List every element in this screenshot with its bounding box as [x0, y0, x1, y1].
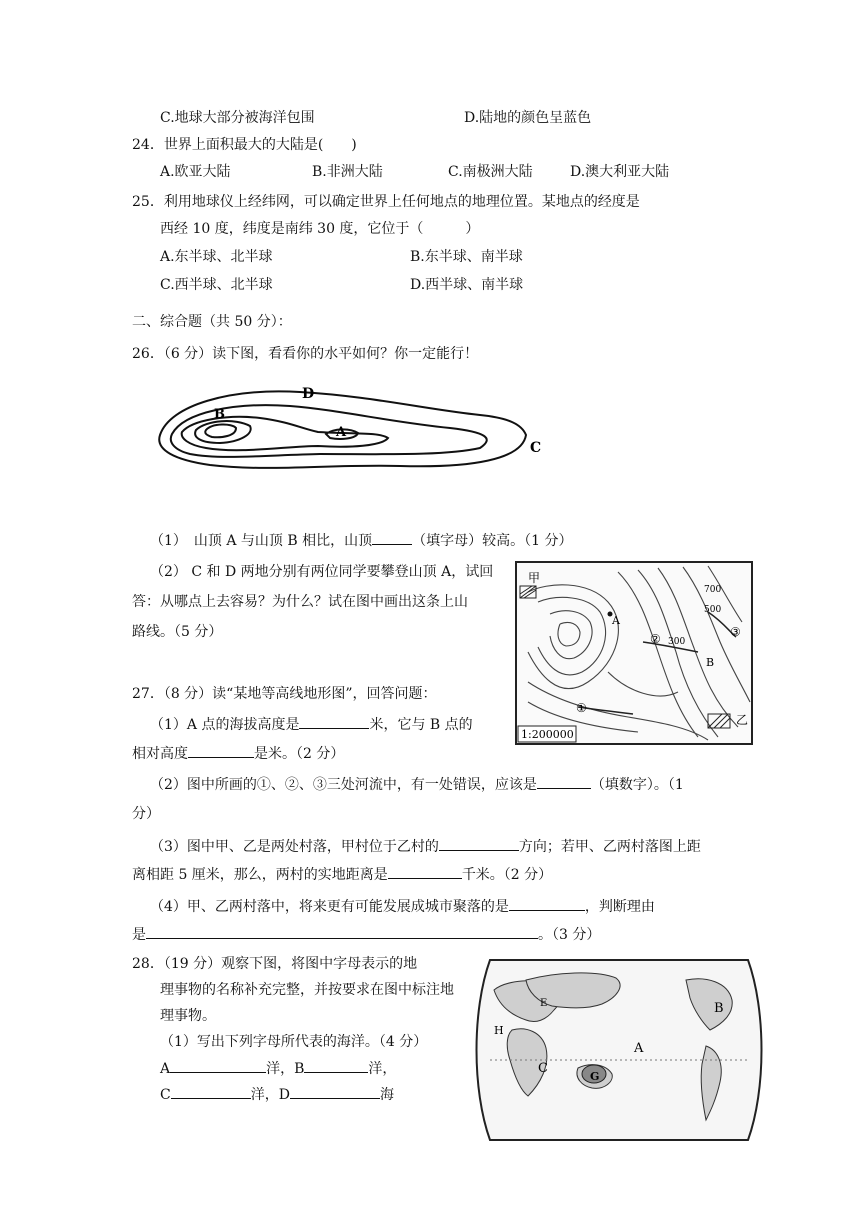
answer-blank[interactable] [509, 896, 585, 911]
map-elev-300: 300 [668, 637, 686, 647]
map-village-yi: 乙 [736, 713, 749, 727]
q27-part2: （2）图中所画的①、②、③三处河流中，有一处错误，应该是 （填数字）。（1 [150, 774, 684, 795]
map-scale: 1:200000 [521, 728, 574, 741]
q27-part4-line2: 是 。（3 分） [132, 924, 600, 945]
map-elev-700: 700 [704, 585, 722, 595]
answer-blank[interactable] [388, 864, 462, 879]
answer-blank[interactable] [188, 743, 254, 758]
q28-answers-line2: C 洋，D 海 [160, 1084, 394, 1105]
q25-option-d: D.西半球、南半球 [410, 277, 524, 293]
q27-part3-line2: 离相距 5 厘米，那么，两村的实地距离是 千米。（2 分） [132, 864, 552, 885]
q26-contour-figure [150, 370, 550, 500]
q28-stem-line1: 28．（19 分）观察下图，将图中字母表示的地 [132, 956, 418, 972]
q27-part2-cont: 分） [132, 806, 160, 822]
q27-topographic-map [508, 552, 770, 750]
answer-blank[interactable] [290, 1084, 380, 1099]
answer-blank[interactable] [146, 924, 538, 939]
label-c: C [530, 440, 542, 456]
map-river-2: ② [650, 632, 661, 646]
label-b: B [214, 407, 225, 422]
map-elev-500: 500 [704, 605, 722, 615]
q27-stem: 27．（8 分）读“某地等高线地形图”，回答问题： [132, 686, 437, 702]
map-river-1: ① [576, 701, 587, 715]
map-label-g: G [590, 1070, 600, 1083]
map-label-b: B [714, 1001, 724, 1016]
answer-blank[interactable] [304, 1058, 368, 1073]
q25-stem-line2: 西经 10 度，纬度是南纬 30 度，它位于（ ） [160, 221, 480, 237]
q23-option-d: D.陆地的颜色呈蓝色 [464, 110, 592, 126]
q24-option-a: A.欧亚大陆 [160, 164, 231, 180]
q24-option-c: C.南极洲大陆 [448, 164, 533, 180]
q24-option-b: B.非洲大陆 [312, 164, 383, 180]
answer-blank[interactable] [299, 714, 369, 729]
q26-part2-line3: 路线。（5 分） [132, 624, 223, 640]
answer-blank[interactable] [170, 1058, 266, 1073]
q23-option-c: C.地球大部分被海洋包围 [160, 110, 315, 126]
label-a: A [336, 425, 347, 440]
q26-part2-line1: （2） C 和 D 两地分别有两位同学要攀登山顶 A，试回 [150, 564, 494, 580]
map-village-jia: 甲 [528, 571, 541, 585]
q24-option-d: D.澳大利亚大陆 [570, 164, 670, 180]
q27-part4-line1: （4）甲、乙两村落中，将来更有可能发展成城市聚落的是 ，判断理由 [150, 896, 655, 917]
label-d: D [302, 386, 315, 402]
answer-blank[interactable] [372, 530, 412, 545]
answer-blank[interactable] [171, 1084, 251, 1099]
map-label-h: H [494, 1024, 504, 1037]
map-label-a: A [634, 1041, 644, 1056]
section-heading: 二、综合题（共 50 分）： [132, 314, 292, 330]
q27-part1-line1: （1）A 点的海拔高度是 米，它与 B 点的 [150, 714, 473, 735]
q28-world-map [466, 950, 772, 1146]
q26-part2-line2: 答：从哪点上去容易？为什么？试在图中画出这条上山 [132, 594, 468, 610]
q25-stem-line1: 25．利用地球仪上经纬网，可以确定世界上任何地点的地理位置。某地点的经度是 [132, 194, 640, 210]
q24-stem: 24．世界上面积最大的大陆是( ) [132, 137, 357, 153]
answer-blank[interactable] [439, 836, 519, 851]
q28-part1: （1）写出下列字母所代表的海洋。（4 分） [160, 1034, 428, 1050]
map-label-c: C [538, 1061, 548, 1076]
q27-part1-line2: 相对高度 是米。（2 分） [132, 743, 344, 764]
q26-stem: 26．（6 分）读下图，看看你的水平如何？你一定能行！ [132, 346, 479, 362]
q28-stem-line3: 理事物。 [160, 1008, 216, 1024]
answer-blank[interactable] [537, 774, 591, 789]
map-label-e: E [540, 998, 548, 1009]
map-point-b: B [706, 656, 715, 669]
map-river-3: ③ [730, 625, 741, 639]
q25-option-c: C.西半球、北半球 [160, 277, 273, 293]
q25-option-b: B.东半球、南半球 [410, 249, 523, 265]
q28-answers-line1: A 洋，B 洋， [160, 1058, 396, 1079]
q27-part3-line1: （3）图中甲、乙是两处村落，甲村位于乙村的 方向；若甲、乙两村落图上距 [150, 836, 701, 857]
map-point-a: A [612, 614, 620, 627]
q26-part1: （1） 山顶 A 与山顶 B 相比，山顶 （填字母）较高。（1 分） [150, 530, 572, 551]
q28-stem-line2: 理事物的名称补充完整，并按要求在图中标注地 [160, 982, 454, 998]
q25-option-a: A.东半球、北半球 [160, 249, 273, 265]
